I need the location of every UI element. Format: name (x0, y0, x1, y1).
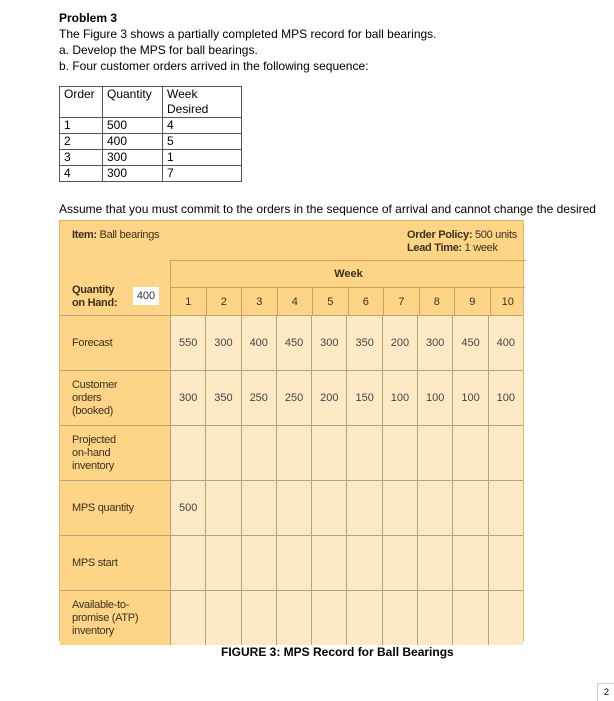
label-line: on-hand (72, 446, 111, 459)
item-label: Item: (72, 229, 97, 241)
atp-cell (417, 591, 452, 645)
forecast-label: Forecast (60, 316, 170, 370)
mps-start-label: MPS start (60, 536, 170, 590)
forecast-cell: 450 (276, 316, 311, 370)
projected-on-hand-label (60, 426, 170, 480)
table-row (60, 166, 242, 182)
order-number: 2 (60, 134, 103, 150)
projected-on-hand-cell (452, 426, 487, 480)
forecast-cell: 550 (170, 316, 205, 370)
table-row (60, 118, 242, 134)
week-header: Week (170, 260, 526, 287)
forecast-cell: 300 (311, 316, 346, 370)
mps-quantity-cell (488, 481, 523, 535)
projected-on-hand-cell (205, 426, 240, 480)
projected-on-hand-cell (346, 426, 381, 480)
atp-cell (382, 591, 417, 645)
week-number: 4 (277, 288, 313, 316)
orders-header-week-line2: Desired (167, 102, 209, 116)
order-number: 1 (60, 118, 103, 134)
projected-on-hand-cell (382, 426, 417, 480)
orders-header-week (163, 87, 242, 118)
mps-start-cell (170, 536, 205, 590)
mps-start-cell (417, 536, 452, 590)
forecast-cell: 350 (346, 316, 381, 370)
forecast-cell: 200 (382, 316, 417, 370)
forecast-cell: 300 (205, 316, 240, 370)
projected-on-hand-cell (170, 426, 205, 480)
mps-quantity-cell (311, 481, 346, 535)
mps-start-cell (382, 536, 417, 590)
mps-start-cell (205, 536, 240, 590)
atp-row (60, 590, 523, 645)
forecast-cell: 400 (488, 316, 523, 370)
figure-caption: FIGURE 3: MPS Record for Ball Bearings (221, 645, 454, 659)
mps-quantity-cell: 500 (170, 481, 205, 535)
mps-grid (60, 315, 523, 645)
order-week: 4 (163, 118, 242, 134)
projected-on-hand-row (60, 425, 523, 480)
mps-quantity-cell (276, 481, 311, 535)
table-row (60, 150, 242, 166)
mps-quantity-cell (346, 481, 381, 535)
item-value: Ball bearings (99, 229, 160, 241)
order-week: 7 (163, 166, 242, 182)
mps-start-cell (488, 536, 523, 590)
order-policy-label: Order Policy: (407, 229, 473, 241)
forecast-cell: 450 (452, 316, 487, 370)
orders-header-order: Order (60, 87, 103, 118)
label-line: orders (72, 391, 102, 404)
order-number: 3 (60, 150, 103, 166)
qoh-label-line1: Quantity (72, 284, 115, 296)
customer-orders-cell: 100 (382, 371, 417, 425)
intro-line-2: a. Develop the MPS for ball bearings. (59, 43, 258, 57)
policy-info (407, 229, 517, 255)
projected-on-hand-cell (488, 426, 523, 480)
order-quantity: 400 (103, 134, 163, 150)
atp-cell (488, 591, 523, 645)
mps-start-cell (311, 536, 346, 590)
mps-quantity-row (60, 480, 523, 535)
label-line: Projected (72, 433, 116, 446)
intro-line-1: The Figure 3 shows a partially completed MPS record for ball bearings. (59, 27, 437, 41)
mps-start-cell (452, 536, 487, 590)
projected-on-hand-cell (311, 426, 346, 480)
order-quantity: 300 (103, 166, 163, 182)
label-line: Available-to- (72, 598, 130, 611)
problem-title: Problem 3 (59, 11, 118, 25)
assumption-text: Assume that you must commit to the orders in the sequence of arrival and cannot change the desired (59, 202, 596, 216)
week-number: 10 (490, 288, 526, 316)
orders-header-week-line1: Week (167, 87, 198, 101)
orders-header-row (60, 87, 242, 118)
projected-on-hand-cell (417, 426, 452, 480)
atp-cell (276, 591, 311, 645)
quantity-on-hand-value: 400 (133, 287, 159, 305)
qoh-label-line2: on Hand: (72, 297, 118, 309)
problem-intro (59, 10, 437, 74)
customer-orders-cell: 100 (452, 371, 487, 425)
atp-cell (241, 591, 276, 645)
atp-cell (311, 591, 346, 645)
atp-cell (346, 591, 381, 645)
lead-time-label: Lead Time: (407, 242, 462, 254)
label-line: (booked) (72, 404, 114, 417)
page-number: 2 (597, 683, 614, 701)
projected-on-hand-cell (241, 426, 276, 480)
intro-line-3: b. Four customer orders arrived in the following sequence: (59, 59, 369, 73)
customer-orders-table (59, 86, 242, 182)
mps-quantity-label: MPS quantity (60, 481, 170, 535)
week-number: 3 (241, 288, 277, 316)
forecast-row (60, 315, 523, 370)
order-quantity: 500 (103, 118, 163, 134)
mps-quantity-cell (205, 481, 240, 535)
mps-quantity-cell (382, 481, 417, 535)
quantity-on-hand-label (72, 284, 117, 310)
week-number: 8 (419, 288, 455, 316)
forecast-cell: 300 (417, 316, 452, 370)
label-line: Customer (72, 378, 118, 391)
projected-on-hand-cell (276, 426, 311, 480)
customer-orders-cell: 350 (205, 371, 240, 425)
label-line: inventory (72, 624, 114, 637)
customer-orders-cell: 100 (488, 371, 523, 425)
week-number: 6 (348, 288, 384, 316)
atp-cell (170, 591, 205, 645)
order-week: 5 (163, 134, 242, 150)
customer-orders-cell: 100 (417, 371, 452, 425)
customer-orders-label (60, 371, 170, 425)
item-info (72, 229, 159, 241)
mps-start-cell (241, 536, 276, 590)
week-number: 2 (206, 288, 242, 316)
customer-orders-cell: 250 (276, 371, 311, 425)
order-quantity: 300 (103, 150, 163, 166)
customer-orders-cell: 150 (346, 371, 381, 425)
order-week: 1 (163, 150, 242, 166)
mps-record-figure (59, 220, 524, 641)
week-number: 5 (312, 288, 348, 316)
mps-start-cell (276, 536, 311, 590)
order-policy-value: 500 units (474, 229, 517, 241)
mps-start-cell (346, 536, 381, 590)
week-number: 9 (454, 288, 490, 316)
table-row (60, 134, 242, 150)
atp-cell (452, 591, 487, 645)
label-line: promise (ATP) (72, 611, 139, 624)
customer-orders-row (60, 370, 523, 425)
week-number: 7 (383, 288, 419, 316)
orders-header-quantity: Quantity (103, 87, 163, 118)
customer-orders-cell: 300 (170, 371, 205, 425)
mps-quantity-cell (241, 481, 276, 535)
week-number: 1 (170, 288, 206, 316)
atp-label (60, 591, 170, 645)
customer-orders-cell: 200 (311, 371, 346, 425)
mps-start-row (60, 535, 523, 590)
mps-quantity-cell (417, 481, 452, 535)
mps-quantity-cell (452, 481, 487, 535)
lead-time-value: 1 week (464, 242, 498, 254)
order-number: 4 (60, 166, 103, 182)
atp-cell (205, 591, 240, 645)
week-numbers-row (170, 287, 525, 316)
label-line: inventory (72, 459, 114, 472)
customer-orders-cell: 250 (241, 371, 276, 425)
forecast-cell: 400 (241, 316, 276, 370)
